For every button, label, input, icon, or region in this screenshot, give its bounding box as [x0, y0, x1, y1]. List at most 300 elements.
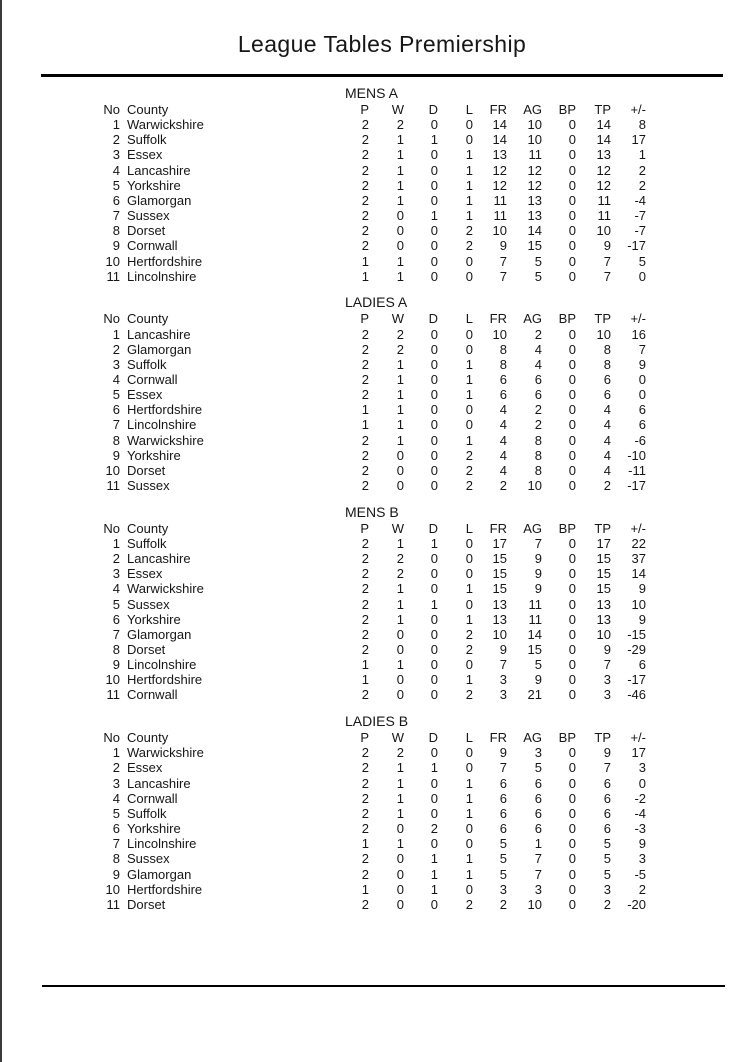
cell-no: 10: [105, 881, 120, 897]
cell-tp: 10: [596, 326, 611, 342]
cell-plus-minus: 0: [638, 268, 646, 284]
cell-ag: 6: [534, 821, 542, 837]
cell-bp: 0: [568, 596, 576, 612]
cell-county: Yorkshire: [127, 447, 181, 463]
cell-p: 1: [361, 402, 369, 418]
cell-w: 1: [396, 253, 404, 269]
cell-fr: 8: [499, 356, 507, 372]
cell-bp: 0: [568, 208, 576, 224]
cell-ag: 13: [527, 208, 542, 224]
cell-plus-minus: -7: [634, 208, 646, 224]
cell-ag: 3: [534, 881, 542, 897]
cell-bp: 0: [568, 657, 576, 673]
cell-w: 0: [396, 896, 404, 912]
cell-county: Cornwall: [127, 687, 178, 703]
table-row: [41, 627, 646, 642]
cell-tp: 6: [603, 805, 611, 821]
cell-d: 0: [430, 417, 438, 433]
cell-county: Sussex: [127, 478, 170, 494]
cell-plus-minus: -3: [634, 821, 646, 837]
cell-ag: 5: [534, 760, 542, 776]
cell-w: 2: [396, 326, 404, 342]
cell-w: 1: [396, 402, 404, 418]
col-header-ag: AG: [523, 102, 542, 117]
cell-county: Warwickshire: [127, 581, 204, 597]
table-row: [41, 193, 646, 208]
footer-rule: [42, 985, 725, 987]
cell-d: 0: [430, 253, 438, 269]
cell-l: 1: [465, 581, 473, 597]
cell-ag: 11: [528, 596, 542, 612]
table-row: [41, 851, 646, 866]
cell-ag: 7: [534, 866, 542, 882]
cell-w: 1: [396, 432, 404, 448]
cell-ag: 6: [534, 790, 542, 806]
cell-d: 0: [430, 611, 438, 627]
cell-p: 2: [361, 775, 369, 791]
cell-d: 1: [430, 760, 438, 776]
cell-county: Lancashire: [127, 551, 191, 567]
cell-tp: 10: [596, 223, 611, 239]
cell-county: Lancashire: [127, 775, 191, 791]
col-header-tp: TP: [594, 311, 611, 327]
cell-county: Essex: [127, 147, 163, 163]
cell-p: 2: [361, 790, 369, 806]
cell-tp: 12: [596, 162, 611, 178]
cell-tp: 5: [603, 851, 611, 867]
cell-l: 1: [465, 851, 473, 867]
cell-tp: 5: [603, 866, 611, 882]
cell-d: 0: [430, 790, 438, 806]
cell-fr: 15: [492, 551, 507, 567]
cell-plus-minus: 6: [638, 417, 646, 433]
cell-l: 1: [465, 162, 473, 178]
cell-bp: 0: [568, 626, 576, 642]
cell-bp: 0: [568, 447, 576, 463]
cell-no: 8: [112, 432, 120, 448]
cell-county: Cornwall: [127, 372, 178, 387]
col-header-p: P: [360, 102, 369, 117]
cell-d: 1: [430, 208, 438, 224]
cell-fr: 10: [492, 626, 507, 642]
cell-p: 2: [361, 566, 369, 582]
cell-p: 2: [361, 626, 369, 642]
col-header-fr: FR: [489, 730, 507, 746]
cell-l: 2: [465, 447, 473, 463]
cell-plus-minus: 9: [638, 581, 646, 597]
cell-ag: 10: [527, 896, 542, 912]
cell-plus-minus: 6: [638, 657, 646, 673]
table-row: [41, 672, 646, 687]
table-body: [41, 521, 646, 703]
cell-l: 0: [465, 117, 473, 133]
cell-county: Suffolk: [127, 132, 167, 148]
cell-plus-minus: 9: [638, 356, 646, 372]
cell-fr: 4: [499, 432, 507, 448]
cell-p: 2: [361, 177, 369, 193]
cell-county: Cornwall: [127, 790, 178, 806]
cell-bp: 0: [568, 881, 576, 897]
cell-plus-minus: 6: [638, 402, 646, 418]
cell-tp: 17: [596, 535, 611, 551]
cell-ag: 15: [527, 642, 542, 657]
cell-l: 0: [465, 881, 473, 897]
cell-d: 0: [430, 432, 438, 448]
cell-fr: 10: [492, 223, 507, 239]
table-row: [41, 147, 646, 162]
cell-fr: 5: [499, 851, 507, 867]
col-header-ag: AG: [523, 730, 542, 746]
table-row: [41, 581, 646, 596]
cell-no: 9: [112, 447, 120, 463]
cell-w: 0: [396, 642, 404, 657]
cell-bp: 0: [568, 478, 576, 494]
cell-tp: 8: [603, 341, 611, 357]
cell-no: 8: [112, 851, 120, 867]
cell-ag: 5: [534, 657, 542, 673]
cell-bp: 0: [568, 642, 576, 657]
cell-ag: 6: [534, 372, 542, 387]
cell-p: 2: [361, 162, 369, 178]
cell-bp: 0: [568, 417, 576, 433]
cell-plus-minus: 8: [638, 117, 646, 133]
cell-plus-minus: 2: [638, 177, 646, 193]
cell-d: 0: [430, 687, 438, 703]
col-header-no: No: [103, 311, 120, 327]
table-row: [41, 806, 646, 821]
cell-plus-minus: 37: [631, 551, 646, 567]
cell-no: 11: [106, 687, 120, 703]
cell-l: 1: [465, 372, 473, 387]
col-header-county: County: [127, 102, 169, 117]
cell-tp: 11: [597, 192, 611, 208]
cell-l: 0: [465, 402, 473, 418]
cell-fr: 4: [499, 447, 507, 463]
cell-bp: 0: [568, 238, 576, 254]
table-header-row: [41, 730, 646, 745]
cell-ag: 6: [534, 775, 542, 791]
cell-county: Glamorgan: [127, 626, 192, 642]
cell-no: 11: [106, 478, 120, 494]
page-left-border-line: [0, 0, 2, 1062]
cell-d: 0: [430, 672, 438, 688]
cell-l: 0: [465, 268, 473, 284]
cell-p: 2: [361, 356, 369, 372]
col-header-ag: AG: [523, 311, 542, 327]
cell-fr: 3: [499, 881, 507, 897]
cell-p: 2: [361, 208, 369, 224]
cell-p: 2: [361, 851, 369, 867]
cell-county: Glamorgan: [127, 192, 192, 208]
cell-d: 1: [430, 851, 438, 867]
cell-county: Dorset: [127, 462, 166, 478]
cell-bp: 0: [568, 745, 576, 761]
cell-tp: 2: [603, 896, 611, 912]
cell-ag: 9: [534, 551, 542, 567]
cell-p: 2: [361, 760, 369, 776]
cell-county: Sussex: [127, 596, 170, 612]
col-header-bp: BP: [558, 520, 576, 536]
cell-d: 0: [430, 551, 438, 567]
cell-p: 2: [361, 535, 369, 551]
cell-l: 0: [465, 551, 473, 567]
cell-fr: 7: [499, 253, 507, 269]
cell-no: 1: [112, 117, 120, 133]
cell-l: 1: [465, 387, 473, 403]
cell-p: 2: [361, 642, 369, 657]
cell-l: 0: [465, 132, 473, 148]
col-header-w: W: [391, 520, 404, 536]
table-header-row: [41, 102, 646, 117]
cell-fr: 15: [492, 566, 507, 582]
cell-l: 0: [465, 535, 473, 551]
cell-d: 0: [430, 626, 438, 642]
cell-ag: 6: [534, 387, 542, 403]
cell-ag: 12: [527, 177, 542, 193]
cell-d: 0: [430, 238, 438, 254]
cell-w: 2: [396, 117, 404, 133]
section-mens-b: [41, 504, 646, 703]
cell-fr: 4: [499, 417, 507, 433]
league-tables: [41, 85, 646, 923]
cell-plus-minus: 0: [638, 775, 646, 791]
cell-d: 0: [430, 117, 438, 133]
cell-no: 3: [112, 775, 120, 791]
cell-p: 2: [361, 192, 369, 208]
cell-no: 10: [105, 253, 120, 269]
cell-ag: 10: [527, 478, 542, 494]
cell-tp: 13: [596, 147, 611, 163]
cell-d: 2: [430, 821, 438, 837]
cell-fr: 3: [499, 672, 507, 688]
cell-ag: 11: [528, 147, 542, 163]
cell-no: 8: [112, 642, 120, 657]
col-header-w: W: [391, 311, 404, 327]
cell-p: 2: [361, 896, 369, 912]
cell-plus-minus: 17: [631, 132, 646, 148]
cell-tp: 9: [603, 238, 611, 254]
cell-p: 2: [361, 462, 369, 478]
cell-bp: 0: [568, 341, 576, 357]
cell-bp: 0: [568, 372, 576, 387]
cell-plus-minus: 0: [638, 387, 646, 403]
cell-no: 2: [112, 760, 120, 776]
cell-no: 4: [112, 581, 120, 597]
cell-county: Lancashire: [127, 162, 191, 178]
cell-bp: 0: [568, 821, 576, 837]
table-row: [41, 566, 646, 581]
cell-d: 0: [430, 192, 438, 208]
cell-fr: 6: [499, 775, 507, 791]
cell-plus-minus: -15: [627, 626, 646, 642]
section-ladies-b: [41, 713, 646, 912]
cell-l: 1: [465, 775, 473, 791]
cell-ag: 4: [534, 356, 542, 372]
cell-bp: 0: [568, 432, 576, 448]
cell-p: 1: [361, 657, 369, 673]
cell-bp: 0: [568, 805, 576, 821]
cell-d: 0: [430, 836, 438, 852]
col-header-plus-minus: +/-: [630, 311, 646, 327]
cell-plus-minus: 14: [631, 566, 646, 582]
cell-fr: 13: [492, 596, 507, 612]
cell-county: Hertfordshire: [127, 402, 203, 418]
cell-w: 1: [396, 581, 404, 597]
cell-no: 11: [106, 896, 120, 912]
cell-no: 1: [112, 745, 120, 761]
cell-fr: 14: [492, 117, 507, 133]
table-row: [41, 463, 646, 478]
col-header-fr: FR: [489, 520, 507, 536]
table-row: [41, 551, 646, 566]
cell-w: 2: [396, 341, 404, 357]
table-row: [41, 657, 646, 672]
cell-ag: 2: [534, 326, 542, 342]
cell-bp: 0: [568, 775, 576, 791]
cell-w: 1: [396, 611, 404, 627]
col-header-l: L: [465, 311, 473, 327]
cell-w: 0: [396, 672, 404, 688]
cell-bp: 0: [568, 162, 576, 178]
cell-tp: 8: [603, 356, 611, 372]
cell-ag: 14: [527, 223, 542, 239]
cell-county: Yorkshire: [127, 611, 181, 627]
cell-w: 0: [396, 462, 404, 478]
cell-plus-minus: 7: [638, 341, 646, 357]
cell-ag: 9: [534, 672, 542, 688]
col-header-fr: FR: [489, 311, 507, 327]
cell-l: 2: [465, 238, 473, 254]
cell-county: Sussex: [127, 208, 170, 224]
cell-plus-minus: -20: [627, 896, 646, 912]
cell-county: Glamorgan: [127, 866, 192, 882]
cell-p: 2: [361, 147, 369, 163]
cell-bp: 0: [568, 535, 576, 551]
cell-w: 0: [396, 447, 404, 463]
cell-d: 0: [430, 177, 438, 193]
cell-plus-minus: -11: [628, 462, 646, 478]
cell-w: 2: [396, 566, 404, 582]
cell-ag: 21: [527, 687, 542, 703]
col-header-d: D: [428, 102, 438, 117]
table-row: [41, 791, 646, 806]
cell-fr: 10: [492, 326, 507, 342]
cell-d: 0: [430, 657, 438, 673]
cell-bp: 0: [568, 326, 576, 342]
table-row: [41, 836, 646, 851]
cell-county: Dorset: [127, 223, 166, 239]
cell-ag: 10: [527, 132, 542, 148]
cell-p: 2: [361, 117, 369, 133]
cell-fr: 6: [499, 790, 507, 806]
cell-county: Essex: [127, 566, 163, 582]
cell-d: 0: [430, 268, 438, 284]
cell-tp: 3: [603, 687, 611, 703]
table-header-row: [41, 521, 646, 536]
cell-ag: 3: [534, 745, 542, 761]
cell-w: 1: [396, 417, 404, 433]
cell-d: 0: [430, 581, 438, 597]
cell-p: 2: [361, 551, 369, 567]
cell-plus-minus: 5: [638, 253, 646, 269]
cell-p: 1: [361, 268, 369, 284]
cell-plus-minus: 2: [638, 162, 646, 178]
table-header-row: [41, 311, 646, 326]
cell-bp: 0: [568, 147, 576, 163]
col-header-tp: TP: [594, 102, 611, 117]
cell-bp: 0: [568, 402, 576, 418]
col-header-w: W: [391, 102, 404, 117]
col-header-ag: AG: [523, 520, 542, 536]
cell-p: 2: [361, 432, 369, 448]
cell-l: 0: [465, 657, 473, 673]
cell-ag: 9: [534, 581, 542, 597]
col-header-l: L: [465, 102, 473, 117]
cell-no: 5: [112, 177, 120, 193]
col-header-p: P: [360, 311, 369, 327]
cell-l: 1: [465, 866, 473, 882]
cell-d: 1: [430, 535, 438, 551]
cell-ag: 8: [534, 432, 542, 448]
cell-tp: 4: [603, 432, 611, 448]
cell-ag: 6: [534, 805, 542, 821]
col-header-county: County: [127, 520, 169, 536]
table-row: [41, 417, 646, 432]
cell-no: 1: [112, 535, 120, 551]
cell-fr: 13: [492, 147, 507, 163]
cell-no: 6: [112, 611, 120, 627]
cell-p: 2: [361, 372, 369, 387]
cell-bp: 0: [568, 387, 576, 403]
cell-w: 0: [396, 866, 404, 882]
cell-ag: 4: [534, 341, 542, 357]
cell-bp: 0: [568, 177, 576, 193]
cell-fr: 6: [499, 821, 507, 837]
cell-no: 7: [112, 417, 120, 433]
cell-p: 2: [361, 447, 369, 463]
cell-l: 0: [465, 821, 473, 837]
cell-county: Lincolnshire: [127, 417, 197, 433]
cell-plus-minus: 2: [638, 881, 646, 897]
cell-tp: 4: [603, 447, 611, 463]
cell-county: Glamorgan: [127, 341, 192, 357]
cell-w: 0: [396, 238, 404, 254]
cell-tp: 6: [603, 775, 611, 791]
cell-tp: 7: [603, 760, 611, 776]
table-row: [41, 387, 646, 402]
col-header-d: D: [428, 311, 438, 327]
cell-county: Yorkshire: [127, 177, 181, 193]
cell-no: 5: [112, 596, 120, 612]
cell-county: Cornwall: [127, 238, 178, 254]
col-header-p: P: [360, 520, 369, 536]
cell-tp: 6: [603, 790, 611, 806]
cell-no: 7: [112, 626, 120, 642]
cell-d: 0: [430, 566, 438, 582]
table-row: [41, 163, 646, 178]
cell-ag: 2: [534, 402, 542, 418]
cell-county: Sussex: [127, 851, 170, 867]
cell-tp: 7: [603, 253, 611, 269]
cell-d: 0: [430, 387, 438, 403]
cell-plus-minus: 10: [631, 596, 646, 612]
cell-bp: 0: [568, 117, 576, 133]
cell-no: 4: [112, 372, 120, 387]
cell-no: 6: [112, 821, 120, 837]
cell-w: 1: [396, 596, 404, 612]
cell-ag: 1: [534, 836, 542, 852]
cell-p: 1: [361, 881, 369, 897]
